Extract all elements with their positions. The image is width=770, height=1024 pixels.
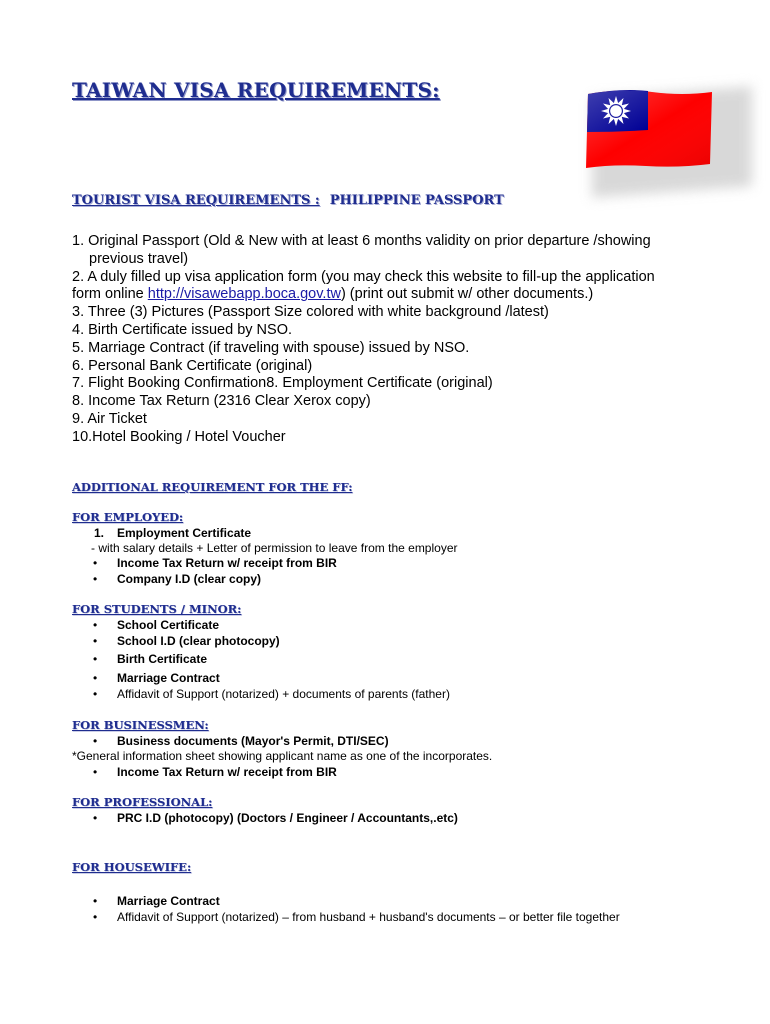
requirement-1-cont: previous travel): [89, 250, 189, 267]
bullet-icon: •: [93, 894, 98, 908]
requirement-9: 9. Air Ticket: [72, 410, 147, 427]
requirement-8: 8. Income Tax Return (2316 Clear Xerox copy): [72, 393, 371, 410]
bullet-icon: •: [93, 687, 98, 701]
passport-type: PHILIPPINE PASSPORT: [329, 193, 504, 208]
bullet-icon: •: [93, 652, 98, 666]
employed-note: - with salary details + Letter of permission to leave from the employer: [91, 541, 458, 555]
requirement-2-cont: [72, 286, 692, 304]
business-item-1: Business documents (Mayor's Permit, DTI/SEC): [117, 734, 389, 748]
students-item-3: Birth Certificate: [117, 652, 208, 666]
employed-number: 1.: [94, 526, 105, 540]
students-item-1: School Certificate: [117, 618, 220, 632]
requirement-1: 1. Original Passport (Old & New with at least 6 months validity on prior departure /showing: [72, 233, 651, 249]
students-item-5: Affidavit of Support (notarized) + documents of parents (father): [117, 687, 450, 701]
students-heading: FOR STUDENTS / MINOR:: [72, 602, 242, 616]
bullet-icon: •: [93, 572, 98, 586]
business-heading: FOR BUSINESSMEN:: [72, 718, 209, 732]
additional-heading: ADDITIONAL REQUIREMENT FOR THE FF:: [72, 480, 353, 494]
students-item-4: Marriage Contract: [117, 671, 220, 685]
flag-graphic: [582, 84, 714, 170]
housewife-item-1: Marriage Contract: [117, 894, 220, 908]
employed-item-2: Income Tax Return w/ receipt from BIR: [117, 556, 337, 570]
students-item-2: School I.D (clear photocopy): [117, 634, 280, 648]
professional-item-1: PRC I.D (photocopy) (Doctors / Engineer / Accountants,.etc): [117, 811, 458, 825]
requirement-4: 4. Birth Certificate issued by NSO.: [72, 321, 292, 338]
requirement-5: 5. Marriage Contract (if traveling with spouse) issued by NSO.: [72, 339, 470, 356]
bullet-icon: •: [93, 618, 98, 632]
requirement-2: 2. A duly filled up visa application form (you may check this website to fill-up the application: [72, 268, 655, 285]
bullet-icon: •: [93, 634, 98, 648]
bullet-icon: •: [93, 910, 98, 924]
requirements-list: [72, 233, 692, 447]
requirement-2-pre: form online: [72, 286, 148, 303]
visa-webapp-link[interactable]: http://visawebapp.boca.gov.tw: [147, 286, 341, 303]
bullet-icon: •: [93, 671, 98, 685]
business-item-2: Income Tax Return w/ receipt from BIR: [117, 765, 337, 779]
housewife-heading: FOR HOUSEWIFE:: [72, 860, 192, 874]
bullet-icon: •: [93, 765, 98, 779]
requirement-7: 7. Flight Booking Confirmation8. Employment Certificate (original): [72, 375, 493, 392]
taiwan-flag-icon: [582, 84, 754, 194]
employed-heading: FOR EMPLOYED:: [72, 510, 184, 524]
page-title: TAIWAN VISA REQUIREMENTS:: [72, 78, 440, 102]
business-note: *General information sheet showing applicant name as one of the incorporates.: [72, 749, 493, 763]
employed-item-1: Employment Certificate: [117, 526, 252, 540]
requirement-2-post: ) (print out submit w/ other documents.): [340, 286, 594, 303]
requirement-10: 10.Hotel Booking / Hotel Voucher: [72, 428, 286, 445]
requirement-6: 6. Personal Bank Certificate (original): [72, 357, 313, 374]
tourist-visa-label: TOURIST VISA REQUIREMENTS :: [72, 193, 320, 208]
bullet-icon: •: [93, 556, 98, 570]
tourist-visa-heading: [72, 193, 504, 208]
professional-heading: FOR PROFESSIONAL:: [72, 795, 213, 809]
housewife-item-2: Affidavit of Support (notarized) – from husband + husband's documents – or better file together: [117, 910, 620, 924]
bullet-icon: •: [93, 734, 98, 748]
bullet-icon: •: [93, 811, 98, 825]
employed-item-3: Company I.D (clear copy): [117, 572, 262, 586]
requirement-3: 3. Three (3) Pictures (Passport Size colored with white background /latest): [72, 304, 549, 321]
